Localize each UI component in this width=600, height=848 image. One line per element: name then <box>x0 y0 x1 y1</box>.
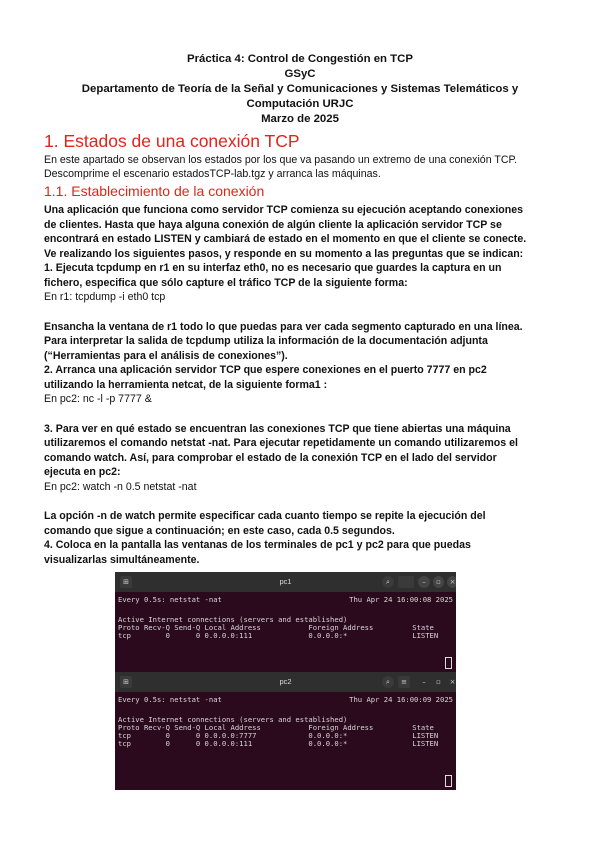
command-line: En pc2: watch -n 0.5 netstat -nat <box>44 481 197 493</box>
step-3: 3. Para ver en qué estado se encuentran las conexiones TCP que tiene abiertas una máquina <box>44 423 511 435</box>
new-tab-icon[interactable]: ⊞ <box>120 676 132 688</box>
terminal-cursor <box>445 775 452 787</box>
terminal-title: pc2 <box>279 677 292 686</box>
maximize-icon[interactable]: ▫ <box>433 576 444 588</box>
command-line: En r1: tcpdump -i eth0 tcp <box>44 291 166 303</box>
subsection-heading: 1.1. Establecimiento de la conexión <box>44 183 265 199</box>
step-3-cont: comando watch. Así, para comprobar el estado de la conexión TCP en el lado del servidor <box>44 452 497 464</box>
step-1: 1. Ejecuta tcpdump en r1 en su interfaz eth0, no es necesario que guardes la captura en un <box>44 262 502 274</box>
step-4-cont: visualizarlas simultáneamente. <box>44 554 200 566</box>
close-icon[interactable]: × <box>447 576 456 588</box>
paragraph: Ensancha la ventana de r1 todo lo que puedas para ver cada segmento capturado en una línea. <box>44 321 523 333</box>
search-icon[interactable]: ⌕ <box>382 576 394 588</box>
menu-icon[interactable]: ≡ <box>398 676 410 688</box>
paragraph: (“Herramientas para el análisis de conexiones”). <box>44 350 288 362</box>
terminal-titlebar[interactable] <box>115 672 456 692</box>
terminal-line: Proto Recv-Q Send-Q Local Address Foreign Address State <box>118 723 434 732</box>
terminal-titlebar[interactable] <box>115 572 456 592</box>
section-heading: 1. Estados de una conexión TCP <box>44 131 300 151</box>
menu-icon[interactable] <box>398 576 414 588</box>
terminal-line: Active Internet connections (servers and established) <box>118 615 348 624</box>
terminal-timestamp: Thu Apr 24 16:00:08 2025 <box>349 595 453 604</box>
paragraph: encontrará en estado LISTEN y cambiará de estado en el momento en que el cliente se conecte. <box>44 233 527 245</box>
step-3-cont: ejecuta en pc2: <box>44 466 121 478</box>
doc-department-cont: Computación URJC <box>246 98 354 110</box>
terminal-line: tcp 0 0 0.0.0.0:111 0.0.0.0:* LISTEN <box>118 631 439 640</box>
terminal-line: tcp 0 0 0.0.0.0:7777 0.0.0.0:* LISTEN <box>118 731 439 740</box>
terminal-line: Every 0.5s: netstat -nat <box>118 595 222 604</box>
command-line: En pc2: nc -l -p 7777 & <box>44 393 152 405</box>
doc-group: GSyC <box>284 68 316 80</box>
doc-title: Práctica 4: Control de Congestión en TCP <box>187 53 413 65</box>
paragraph: Para interpretar la salida de tcpdump utiliza la información de la documentación adjunta <box>44 335 488 347</box>
terminal-window-pc1[interactable] <box>115 572 456 672</box>
step-2-cont: utilizando la herramienta netcat, de la siguiente forma1 : <box>44 379 328 391</box>
step-2: 2. Arranca una aplicación servidor TCP que espere conexiones en el puerto 7777 en pc2 <box>44 364 487 376</box>
paragraph: de clientes. Hasta que haya alguna conexión de algún cliente la aplicación servidor TCP se <box>44 219 502 231</box>
paragraph: Una aplicación que funciona como servidor TCP comienza su ejecución aceptando conexiones <box>44 204 523 216</box>
close-icon[interactable]: × <box>449 678 456 686</box>
terminal-timestamp: Thu Apr 24 16:00:09 2025 <box>349 695 453 704</box>
terminal-line: Every 0.5s: netstat -nat <box>118 695 222 704</box>
minimize-icon[interactable]: – <box>422 678 426 686</box>
doc-department: Departamento de Teoría de la Señal y Comunicaciones y Sistemas Telemáticos y <box>81 83 519 95</box>
paragraph: Descomprime el escenario estadosTCP-lab.tgz y arranca las máquinas. <box>44 168 381 180</box>
step-1-cont: fichero, especifica que sólo capture el tráfico TCP de la siguiente forma: <box>44 277 408 289</box>
terminal-line: tcp 0 0 0.0.0.0:111 0.0.0.0:* LISTEN <box>118 739 439 748</box>
doc-date: Marzo de 2025 <box>261 113 339 125</box>
maximize-icon[interactable]: ▫ <box>436 678 441 686</box>
search-icon[interactable]: ⌕ <box>382 676 394 688</box>
terminal-cursor <box>445 657 452 669</box>
step-4: 4. Coloca en la pantalla las ventanas de los terminales de pc1 y pc2 para que puedas <box>44 539 471 551</box>
paragraph: En este apartado se observan los estados por los que va pasando un extremo de una conexión TCP. <box>44 154 518 166</box>
new-tab-icon[interactable]: ⊞ <box>120 576 132 588</box>
terminal-window-pc2[interactable] <box>115 672 456 790</box>
terminal-line: Proto Recv-Q Send-Q Local Address Foreign Address State <box>118 623 434 632</box>
paragraph: Ve realizando los siguientes pasos, y responde en su momento a las preguntas que se indican: <box>44 248 524 260</box>
terminal-line: Active Internet connections (servers and established) <box>118 715 348 724</box>
paragraph: comando que sigue a continuación; en este caso, cada 0.5 segundos. <box>44 525 395 537</box>
paragraph: La opción -n de watch permite especificar cada cuanto tiempo se repite la ejecución del <box>44 510 486 522</box>
terminal-title: pc1 <box>279 577 292 586</box>
step-3-cont: utilizaremos el comando netstat -nat. Para ejecutar repetidamente un comando utilizaremos el <box>44 437 518 449</box>
minimize-icon[interactable]: – <box>418 576 430 588</box>
